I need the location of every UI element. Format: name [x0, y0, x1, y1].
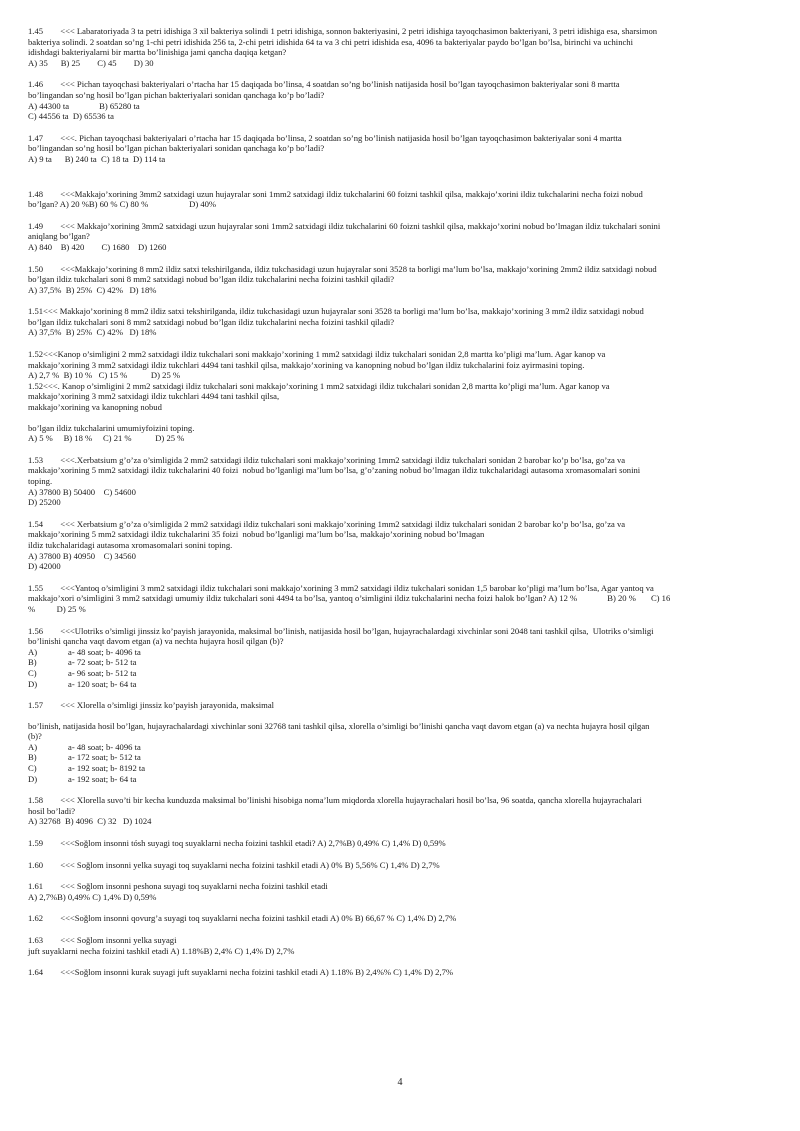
question-line: 1.47 <<<. Pichan tayoqchasi bakteriyalari o’rtacha har 15 daqiqada bo’linsa, 2 soatdan so’ng bo’linish natijasida hosil bo’lgan tayoqchasimon bakteriyalar soni 4 martta — [28, 132, 622, 143]
question-line: 1.64 <<<Soğlom insonni kurak suyagi juft suyaklarni necha foizini tashkil etadi A) 1.18% B) 2,4%% C) 1,4% D) 2,7% — [28, 967, 454, 978]
answer-option — [28, 752, 770, 763]
option-text: a- 48 soat; b- 4096 ta — [68, 741, 141, 752]
question-line: 1.45 <<< Labaratoriyada 3 ta petri idishiga 3 xil bakteriya solindi 1 petri idishiga, sonnon bakteriyasini, 2 petri idishiga tayoqchasimon bakteriyani, 3 petri idishiga esa, sharsimon — [28, 26, 658, 36]
question-q1_52 — [28, 349, 770, 444]
question-line: bo’lingandan so’ng hosil bo’lgan pichan bakteriyalari sonidan qanchaga ko’p bo’ladi? — [28, 143, 325, 154]
option-letter: A) — [28, 741, 38, 752]
question-q1_57 — [28, 700, 770, 784]
question-line: C) 44556 ta D) 65536 ta — [28, 111, 114, 122]
option-letter: C) — [28, 763, 37, 774]
question-line: 1.50 <<<Makkajo’xorining 8 mm2 ildiz satxi tekshirilganda, ildiz tukchasidagi uzun hujayralar soni 3528 ta borligi ma’lum bo’lsa, makkajo’xorining 2mm2 ildiz satxidagi nobud — [28, 263, 657, 274]
question-q1_56 — [28, 626, 770, 690]
question-q1_50 — [28, 264, 770, 296]
question-q1_45 — [28, 26, 770, 68]
answer-option — [28, 763, 770, 774]
question-q1_53 — [28, 455, 770, 508]
question-line: A) 2,7%B) 0,49% C) 1,4% D) 0,59% — [28, 891, 157, 902]
question-line: bo’linish, natijasida hosil bo’lgan, hujayrachalardagi xivchinlar soni 32768 tani tashkil qilsa, xlorella o’simligi bo’linishi qancha vaqt davom etgan (a) va nechta hujayra hosil qilgan — [28, 720, 650, 731]
page-number: 4 — [397, 1077, 403, 1088]
question-line: toping. — [28, 476, 53, 486]
question-line: 1.61 <<< Soğlom insonni peshona suyagi toq suyaklarni necha foizini tashkil etadi — [28, 881, 328, 892]
option-letter: A) — [28, 646, 38, 657]
option-text: a- 192 soat; b- 8192 ta — [68, 763, 146, 774]
question-q1_58 — [28, 795, 770, 827]
question-q1_49 — [28, 221, 770, 253]
question-line: bo’lgan ildiz tukchalarini umumiyfoizini toping. — [28, 422, 195, 433]
question-q1_48 — [28, 189, 770, 210]
question-line: 1.63 <<< Soğlom insonni yelka suyagi — [28, 935, 177, 945]
question-line: 1.56 <<<Ulotriks o’simligi jinssiz ko’payish jarayonida, maksimal bo’linish, natijasida hosil bo’lgan, hujayrachalardagi xivchinlar soni 2048 tani tashkil qilsa, Ulotriks o’simligi — [28, 625, 654, 636]
option-text: a- 172 soat; b- 512 ta — [68, 752, 141, 763]
question-line: makkajo’xori o’simligini 3 mm2 satxidagi umumiy ildiz tukchalari soni 4494 ta bo’lsa, yantoq o’simligini ildiz tukchalarini necha foizi halok bo’lgan? A) 12 % B) 20 % C) 16 — [28, 593, 671, 604]
question-line: 1.59 <<<Soğlom insonni tósh suyagi toq suyaklarni necha foizini tashkil etadi? A) 2,7%B) 0,49% C) 1,4% D) 0,59% — [28, 838, 446, 849]
answer-option — [28, 647, 770, 658]
question-line: makkajo’xorining 3 mm2 satxidagi ildiz tukchlari 4494 tani tashkil qilsa, — [28, 391, 280, 402]
option-letter: B) — [28, 752, 37, 763]
question-line: A) 35 B) 25 C) 45 D) 30 — [28, 57, 154, 68]
question-line: bo’lgan ildiz tukchalari soni 8 mm2 satxidagi nobud bo’lgan ildiz tukchalarini necha foizini tashkil qiladi? — [28, 274, 395, 285]
question-line: aniqlang bo’lgan? — [28, 231, 90, 242]
option-text: a- 72 soat; b- 512 ta — [68, 657, 137, 668]
question-q1_62 — [28, 913, 770, 924]
question-line: A) 32768 B) 4096 C) 32 D) 1024 — [28, 816, 152, 827]
question-line: A) 44300 ta B) 65280 ta — [28, 100, 140, 111]
question-line: bakteriya solindi. 2 soatdan so’ng 1-chi petri idishida 256 ta, 2-chi petri idishida 64 ta va 3 chi petri idishida esa, 4096 ta bakteriyalar paydo bo’lgan bo’lsa, birinchi va uchinchi — [28, 36, 633, 47]
question-line: 1.49 <<< Makkajo’xorining 3mm2 satxidagi uzun hujayralar soni 1mm2 satxidagi ildiz tukchalarini 60 foizni tashkil qilsa, makkajo’xorini nobud bo’lmagan ildiz tukchalari sonini — [28, 220, 661, 231]
option-text: a- 48 soat; b- 4096 ta — [68, 646, 141, 657]
question-line: juft suyaklarni necha foizini tashkil etadi A) 1.18%B) 2,4% C) 1,4% D) 2,7% — [28, 945, 295, 956]
question-line: makkajo’xorining 3 mm2 satxidagi ildiz tukchlari 4494 tani tashkil qilsa, makkajo’xorining va kanopning nobud bo’lgan ildiz tukchalarini foiz ayirmasini toping. — [28, 359, 585, 370]
question-line: 1.51<<< Makkajo’xorining 8 mm2 ildiz satxi tekshirilganda, ildiz tukchasidagi uzun hujayralar soni 3528 ta borligi ma’lum bo’lsa, makkajo’xorining 3 mm2 ildiz satxidagi nobud — [28, 306, 644, 317]
question-q1_46 — [28, 79, 770, 121]
question-line: ildiz tukchalaridagi autasoma xromasomalari sonini toping. — [28, 539, 233, 550]
option-text: a- 192 soat; b- 64 ta — [68, 773, 137, 784]
question-line: makkajo’xorining va kanopning nobud — [28, 402, 162, 413]
question-line: 1.46 <<< Pichan tayoqchasi bakteriyalari o’rtacha har 15 daqiqada bo’linsa, 4 soatdan so’ng bo’linish natijasida hosil bo’lgan tayoqchasimon bakteriyalar soni 8 martta — [28, 79, 620, 90]
question-line: bo’lingandan so’ng hosil bo’lgan pichan bakteriyalari sonidan qanchaga ko’p bo’ladi? — [28, 89, 325, 100]
question-line: A) 37800 B) 50400 C) 54600 — [28, 486, 136, 497]
question-q1_54 — [28, 519, 770, 572]
option-letter: D) — [28, 773, 38, 784]
option-text: a- 96 soat; b- 512 ta — [68, 667, 137, 678]
option-letter: D) — [28, 678, 38, 689]
answer-option — [28, 668, 770, 679]
question-q1_61 — [28, 881, 770, 902]
question-q1_55 — [28, 583, 770, 615]
question-line: (b)? — [28, 731, 42, 742]
question-line: A) 5 % B) 18 % C) 21 % D) 25 % — [28, 433, 185, 444]
question-line: 1.60 <<< Soğlom insonni yelka suyagi toq suyaklarni necha foizini tashkil etadi A) 0% B) 5,56% C) 1,4% D) 2,7% — [28, 859, 440, 870]
question-q1_60 — [28, 860, 770, 871]
question-line — [28, 711, 770, 721]
question-line: A) 37,5% B) 25% C) 42% D) 18% — [28, 284, 157, 295]
question-line: % D) 25 % — [28, 603, 86, 614]
option-letter: C) — [28, 667, 37, 678]
question-q1_63 — [28, 935, 770, 956]
question-line: idishdagi bakteriyalarni bir martta bo’linishiga jami qancha daqiqa ketgan? — [28, 47, 287, 58]
question-line: A) 2,7 % B) 10 % C) 15 % D) 25 % — [28, 370, 181, 381]
question-line: makkajo’xorining 5 mm2 satxidagi ildiz tukchalarini 35 foizi nobud bo’lganligi ma’lum bo’lsa, makkajo’xorining nobud bo’lmagan — [28, 529, 485, 540]
question-line: D) 25200 — [28, 497, 61, 508]
question-line — [28, 413, 770, 423]
question-q1_47 — [28, 133, 770, 165]
question-line: A) 840 B) 420 C) 1680 D) 1260 — [28, 241, 167, 252]
question-line: bo’lgan? A) 20 %B) 60 % C) 80 % D) 40% — [28, 199, 217, 210]
answer-option — [28, 657, 770, 668]
question-q1_51 — [28, 306, 770, 338]
question-line: bo’lgan ildiz tukchalari soni 8 mm2 satxidagi nobud bo’lgan ildiz tukchalarini necha foizini tashkil qiladi? — [28, 316, 395, 327]
option-letter: B) — [28, 657, 37, 668]
question-line: 1.58 <<< Xlorella suvo’ti bir kecha kunduzda maksimal bo’linishi hisobiga noma’lum miqdorda xlorella hujayrachalari hosil bo’lsa, 96 soatda, qancha xlorella hujayrachalari — [28, 795, 642, 806]
answer-option — [28, 742, 770, 753]
answer-option — [28, 679, 770, 690]
question-line: 1.54 <<< Xerbatsium g’o’za o’simligida 2 mm2 satxidagi ildiz tukchalari soni makkajo’xorining 1mm2 satxidagi ildiz tukchalari sonidan 2 barobar ko’p bo’lsa, go’za va — [28, 518, 626, 529]
document-body — [28, 26, 770, 989]
question-line: bo’linishi qancha vaqt davom etgan (a) va nechta hujayra hosil qilgan (b)? — [28, 636, 284, 647]
question-q1_59 — [28, 838, 770, 849]
question-line: A) 37,5% B) 25% C) 42% D) 18% — [28, 327, 157, 338]
question-line: D) 42000 — [28, 561, 61, 572]
question-line: makkajo’xorining 5 mm2 satxidagi ildiz tukchalarini 40 foizi nobud bo’lganligi ma’lum bo’lsa, g’o’zaning nobud bo’lmagan ildiz tukchalaridagi autasoma xromasomalari sonini — [28, 465, 641, 476]
question-q1_64 — [28, 967, 770, 978]
option-text: a- 120 soat; b- 64 ta — [68, 678, 137, 689]
question-line: hosil bo’ladi? — [28, 805, 76, 816]
answer-option — [28, 774, 770, 785]
question-line: 1.48 <<<Makkajo’xorining 3mm2 satxidagi uzun hujayralar soni 1mm2 satxidagi ildiz tukchalarini 60 foizni tashkil qilsa, makkajo’xorini ildiz tukchalarini necha foizi nobud — [28, 188, 643, 199]
question-line: 1.55 <<<Yantoq o’simligini 3 mm2 satxidagi ildiz tukchalari soni makkajo’xorining 3 mm2 satxidagi ildiz tukchalari sonidan 1,5 barobar ko’pligi ma’lum bo’lsa, Agar yantoq va — [28, 582, 654, 593]
question-line: A) 37800 B) 40950 C) 34560 — [28, 550, 136, 561]
question-line: 1.52<<<Kanop o’simligini 2 mm2 satxidagi ildiz tukchalari soni makkajo’xorining 1 mm2 satxidagi ildiz tukchalari sonidan 2,8 martta ko’pligi ma’lum. Agar kanop va — [28, 349, 606, 360]
question-line: 1.53 <<<.Xerbatsium g’o’za o’simligida 2 mm2 satxidagi ildiz tukchalari soni makkajo’xorining 1mm2 satxidagi ildiz tukchalari sonidan 2 barobar ko’p bo’lsa, go’za va — [28, 454, 626, 465]
question-line: 1.52<<<. Kanop o’simligini 2 mm2 satxidagi ildiz tukchalari soni makkajo’xorining 1 mm2 satxidagi ildiz tukchalari sonidan 2,8 martta ko’pligi ma’lum. Agar kanop va — [28, 380, 610, 391]
question-line: 1.57 <<< Xlorella o’simligi jinssiz ko’payish jarayonida, maksimal — [28, 700, 275, 711]
question-line: A) 9 ta B) 240 ta C) 18 ta D) 114 ta — [28, 153, 166, 164]
question-line: 1.62 <<<Soğlom insonni qovurg’a suyagi toq suyaklarni necha foizini tashkil etadi A) 0% B) 66,67 % C) 1,4% D) 2,7% — [28, 913, 457, 924]
